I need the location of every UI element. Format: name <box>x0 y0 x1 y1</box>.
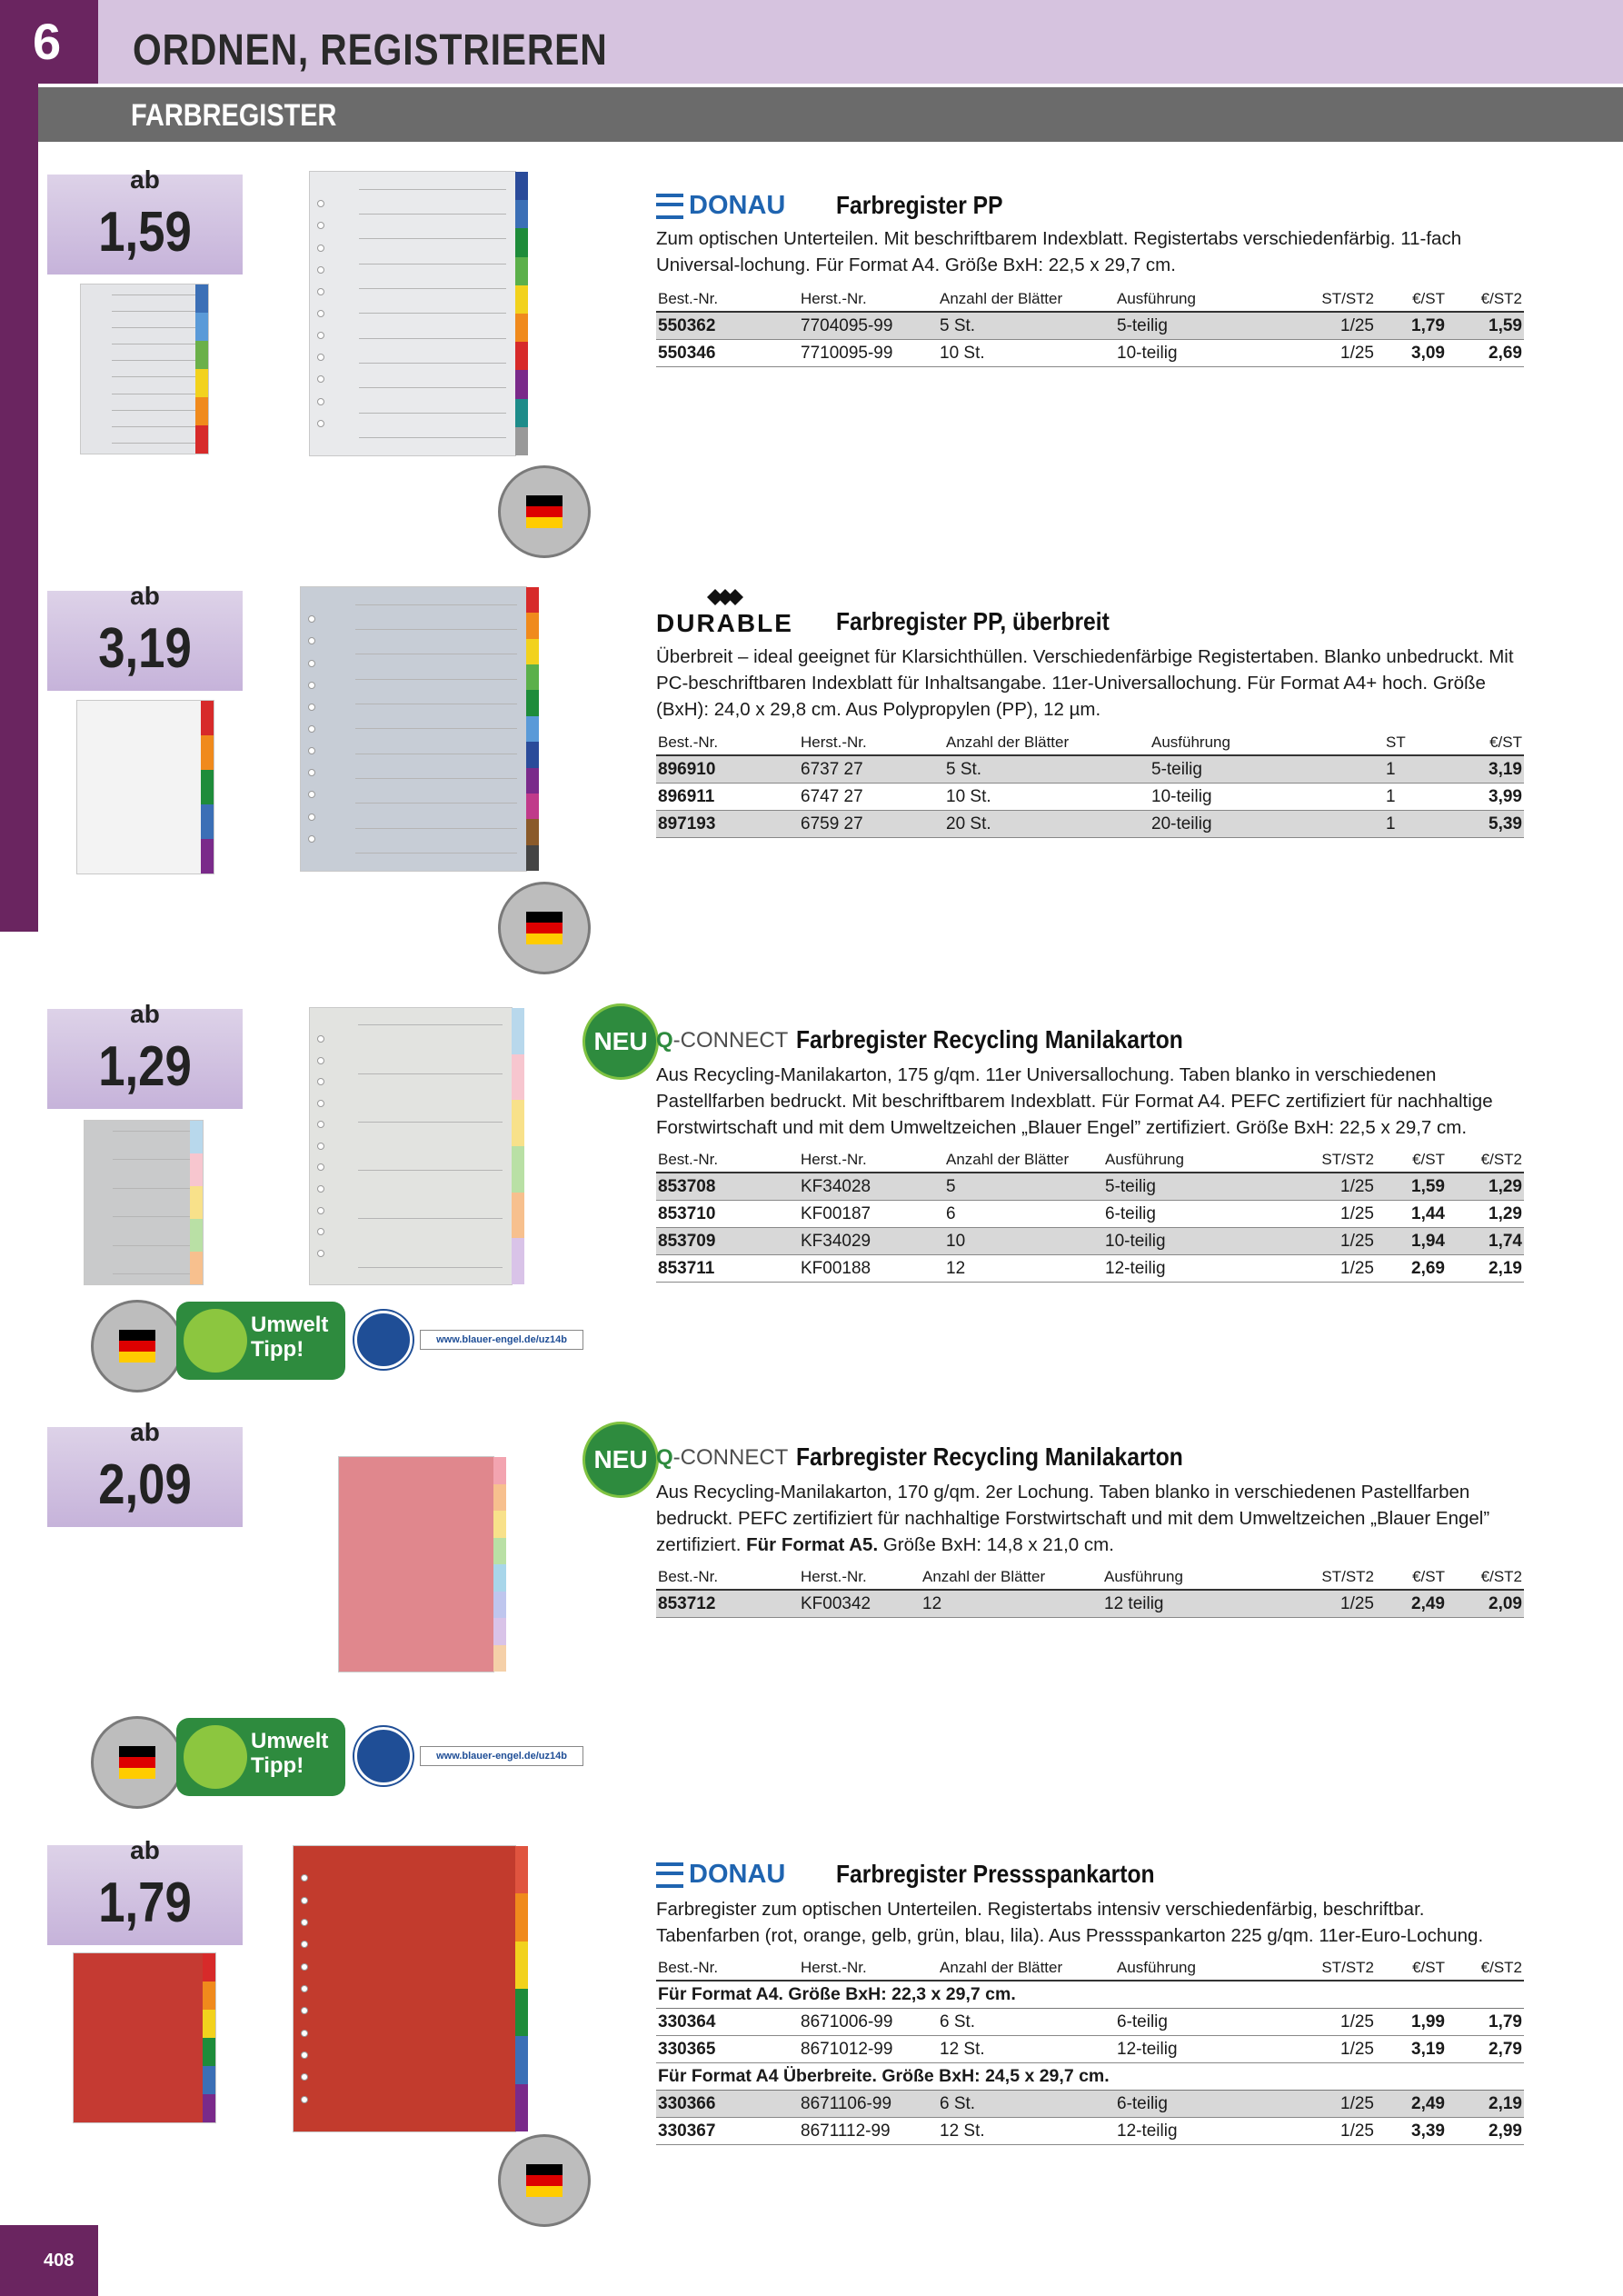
price-per-pack: 1,59 <box>1447 312 1524 340</box>
umwelt-tipp-badge: Umwelt Tipp! <box>176 1302 345 1380</box>
sheet-count: 10 <box>944 1228 1103 1255</box>
variant: 10-teilig <box>1150 784 1384 811</box>
price-per-piece: 3,19 <box>1439 755 1524 784</box>
column-header: Herst.-Nr. <box>799 287 938 312</box>
manufacturer-number: 7710095-99 <box>799 340 938 367</box>
product-description: Zum optischen Unterteilen. Mit beschriftbarem Indexblatt. Registertabs verschiedenfärbig. 11-fach Universal-lochung. Für Format A4. Größe BxH: 22,5 x 29,7 cm. <box>656 228 1462 275</box>
table-row <box>656 2009 1524 2036</box>
price-per-piece: 1,94 <box>1376 1228 1447 1255</box>
price-per-pack: 2,99 <box>1447 2118 1524 2145</box>
table-header-row <box>656 1956 1524 1981</box>
pack-unit: 1/25 <box>1294 2009 1376 2036</box>
price-per-piece: 1,99 <box>1376 2009 1447 2036</box>
table-row <box>656 1228 1524 1255</box>
variant: 12 teilig <box>1102 1590 1294 1618</box>
brand-logo-durable: DURABLE <box>656 609 793 638</box>
germany-flag-icon <box>526 912 563 944</box>
sheet-count: 10 St. <box>938 340 1115 367</box>
manufacturer-number: 7704095-99 <box>799 312 938 340</box>
sheet-count: 6 <box>944 1201 1103 1228</box>
column-header: €/ST <box>1376 1956 1447 1981</box>
column-header: Anzahl der Blätter <box>944 1148 1103 1173</box>
order-number: 853712 <box>656 1590 799 1618</box>
product-image-main <box>300 586 527 872</box>
sheet-count: 10 St. <box>944 784 1150 811</box>
product-description: Aus Recycling-Manilakarton, 175 g/qm. 11er Universallochung. Taben blanko in verschiedenen Pastellfarben bedruckt. Mit beschriftbarem Indexblatt. Für Format A4. PEFC zertifiziert für nachhaltige Forstwirtschaft und mit dem Umweltzeichen „Blauer Engel” zertifiziert. Größe BxH: 22,5 x 29,7 cm. <box>656 1064 1493 1138</box>
table-row <box>656 340 1524 367</box>
price-per-piece: 1,79 <box>1376 312 1447 340</box>
price-per-piece: 2,69 <box>1376 1255 1447 1283</box>
order-number: 550362 <box>656 312 799 340</box>
product-image-main <box>293 1845 516 2132</box>
page-number: 408 <box>0 2225 98 2296</box>
blue-angel-url: www.blauer-engel.de/uz14b <box>420 1330 583 1350</box>
order-number: 550346 <box>656 340 799 367</box>
manufacturer-number: 8671006-99 <box>799 2009 938 2036</box>
variant: 20-teilig <box>1150 811 1384 838</box>
variant: 5-teilig <box>1115 312 1294 340</box>
table-row <box>656 755 1524 784</box>
sheet-count: 20 St. <box>944 811 1150 838</box>
price-value: 1,59 <box>98 201 192 264</box>
sheet-count: 5 St. <box>938 312 1115 340</box>
table-row <box>656 1201 1524 1228</box>
variant: 5-teilig <box>1103 1173 1294 1201</box>
manufacturer-number: KF00342 <box>799 1590 921 1618</box>
column-header: Ausführung <box>1150 731 1384 755</box>
manufacturer-number: 8671106-99 <box>799 2091 938 2118</box>
order-number: 853710 <box>656 1201 799 1228</box>
column-header: Herst.-Nr. <box>799 731 944 755</box>
price-value: 1,79 <box>98 1872 192 1934</box>
price-prefix: ab <box>130 582 160 610</box>
manufacturer-number: KF34028 <box>799 1173 944 1201</box>
order-number: 330365 <box>656 2036 799 2063</box>
column-header: €/ST2 <box>1447 1148 1524 1173</box>
table-row <box>656 784 1524 811</box>
brand-logo-donau: DONAU <box>656 1860 785 1890</box>
table-row <box>656 1173 1524 1201</box>
brand-logo-q-connect: Q-CONNECT <box>656 1445 789 1470</box>
sheet-count: 12 St. <box>938 2036 1115 2063</box>
order-number: 897193 <box>656 811 799 838</box>
variant: 6-teilig <box>1115 2009 1294 2036</box>
column-header: Ausführung <box>1115 287 1294 312</box>
price-per-pack: 1,29 <box>1447 1201 1524 1228</box>
germany-flag-icon <box>119 1330 155 1363</box>
price-per-pack: 1,29 <box>1447 1173 1524 1201</box>
column-header: ST/ST2 <box>1294 1565 1376 1590</box>
column-header: Herst.-Nr. <box>799 1956 938 1981</box>
table-row <box>656 811 1524 838</box>
table-header-row <box>656 287 1524 312</box>
product-title: Farbregister Recycling Manilakarton <box>796 1442 1183 1471</box>
column-header: Anzahl der Blätter <box>921 1565 1102 1590</box>
order-number: 330367 <box>656 2118 799 2145</box>
variant: 6-teilig <box>1103 1201 1294 1228</box>
pack-unit: 1/25 <box>1294 312 1376 340</box>
column-header: ST/ST2 <box>1294 1956 1376 1981</box>
brand-logo-q-connect: Q-CONNECT <box>656 1028 789 1053</box>
column-header: Best.-Nr. <box>656 1148 799 1173</box>
column-header: Herst.-Nr. <box>799 1148 944 1173</box>
price-prefix: ab <box>130 1418 160 1446</box>
pack-unit: 1/25 <box>1294 340 1376 367</box>
group-label: Für Format A4. Größe BxH: 22,3 x 29,7 cm. <box>656 1981 1524 2009</box>
product-table <box>656 1956 1524 2145</box>
column-header: €/ST <box>1376 1148 1447 1173</box>
table-row <box>656 2036 1524 2063</box>
sheet-count: 12 <box>921 1590 1102 1618</box>
variant: 12-teilig <box>1115 2036 1294 2063</box>
sheet-count: 6 St. <box>938 2009 1115 2036</box>
group-label: Für Format A4 Überbreite. Größe BxH: 24,5 x 29,7 cm. <box>656 2063 1524 2091</box>
column-header: Best.-Nr. <box>656 731 799 755</box>
germany-flag-icon <box>526 2164 563 2197</box>
price-per-piece: 2,49 <box>1376 1590 1447 1618</box>
product-table <box>656 1565 1524 1618</box>
manufacturer-number: 8671012-99 <box>799 2036 938 2063</box>
made-in-germany-seal <box>91 1716 184 1809</box>
table-header-row <box>656 731 1524 755</box>
price-per-pack: 2,09 <box>1447 1590 1524 1618</box>
product-title: Farbregister PP <box>836 191 1003 219</box>
blue-angel-url: www.blauer-engel.de/uz14b <box>420 1746 583 1766</box>
pack-unit: 1 <box>1384 811 1439 838</box>
product-description: Überbreit – ideal geeignet für Klarsichthüllen. Verschiedenfärbige Registertaben. Blanko unbedruckt. Mit PC-beschriftbaren Indexblatt für Inhaltsangabe. 11er-Universallochung. Für Format A4+ hoch. Größe (BxH): 24,0 x 29,8 cm. Aus Polypropylen (PP), 12 µm. <box>656 646 1514 720</box>
table-row <box>656 1590 1524 1618</box>
price-prefix: ab <box>130 1836 160 1864</box>
made-in-germany-seal <box>91 1300 184 1393</box>
product-table <box>656 731 1524 838</box>
product-title: Farbregister Recycling Manilakarton <box>796 1025 1183 1053</box>
column-header: Best.-Nr. <box>656 1956 799 1981</box>
variant: 10-teilig <box>1103 1228 1294 1255</box>
pack-unit: 1/25 <box>1294 1590 1376 1618</box>
price-prefix: ab <box>130 165 160 194</box>
product-title: Farbregister Pressspankarton <box>836 1860 1155 1888</box>
order-number: 853709 <box>656 1228 799 1255</box>
table-group-row <box>656 1981 1524 2009</box>
sheet-count: 12 <box>944 1255 1103 1283</box>
pack-unit: 1/25 <box>1294 1228 1376 1255</box>
product-image-small <box>80 284 209 454</box>
variant: 5-teilig <box>1150 755 1384 784</box>
order-number: 853711 <box>656 1255 799 1283</box>
column-header: €/ST <box>1439 731 1524 755</box>
chapter-band <box>98 0 1623 84</box>
price-per-piece: 3,99 <box>1439 784 1524 811</box>
germany-flag-icon <box>526 495 563 528</box>
variant: 10-teilig <box>1115 340 1294 367</box>
column-header: €/ST2 <box>1447 1565 1524 1590</box>
product-description: Farbregister zum optischen Unterteilen. Registertabs intensiv verschiedenfärbig, beschriftbar. Tabenfarben (rot, orange, gelb, grün, blau, lila). Aus Pressspankarton 225 g/qm. 11er-Euro-Lochung. <box>656 1899 1484 1946</box>
order-number: 853708 <box>656 1173 799 1201</box>
product-image-small <box>84 1120 204 1285</box>
table-group-row <box>656 2063 1524 2091</box>
germany-flag-icon <box>119 1746 155 1779</box>
manufacturer-number: KF34029 <box>799 1228 944 1255</box>
order-number: 330364 <box>656 2009 799 2036</box>
price-per-pack: 1,79 <box>1447 2009 1524 2036</box>
price-badge <box>47 582 243 691</box>
pack-unit: 1/25 <box>1294 2118 1376 2145</box>
price-value: 2,09 <box>98 1453 192 1516</box>
price-per-pack: 2,19 <box>1447 1255 1524 1283</box>
price-badge <box>47 165 243 275</box>
column-header: Best.-Nr. <box>656 1565 799 1590</box>
made-in-germany-seal <box>498 465 591 558</box>
pack-unit: 1/25 <box>1294 2091 1376 2118</box>
sheet-count: 5 <box>944 1173 1103 1201</box>
pack-unit: 1/25 <box>1294 1201 1376 1228</box>
column-header: Ausführung <box>1103 1148 1294 1173</box>
table-row <box>656 1255 1524 1283</box>
price-per-piece: 1,59 <box>1376 1173 1447 1201</box>
price-per-pack: 2,19 <box>1447 2091 1524 2118</box>
pack-unit: 1/25 <box>1294 1173 1376 1201</box>
pack-unit: 1/25 <box>1294 2036 1376 2063</box>
price-per-piece: 5,39 <box>1439 811 1524 838</box>
price-value: 3,19 <box>98 617 192 680</box>
price-per-piece: 3,19 <box>1376 2036 1447 2063</box>
column-header: Ausführung <box>1102 1565 1294 1590</box>
table-row <box>656 2091 1524 2118</box>
price-per-pack: 2,69 <box>1447 340 1524 367</box>
chapter-title: ORDNEN, REGISTRIEREN <box>133 26 608 75</box>
column-header: €/ST2 <box>1447 1956 1524 1981</box>
product-table <box>656 1148 1524 1283</box>
price-badge <box>47 1418 243 1527</box>
table-header-row <box>656 1148 1524 1173</box>
section-title: FARBREGISTER <box>131 98 337 133</box>
chapter-sidebar-bar <box>0 0 38 932</box>
column-header: €/ST <box>1376 1565 1447 1590</box>
section-band <box>38 87 1623 142</box>
umwelt-tipp-badge: Umwelt Tipp! <box>176 1718 345 1796</box>
price-prefix: ab <box>130 1000 160 1028</box>
column-header: €/ST2 <box>1447 287 1524 312</box>
pack-unit: 1 <box>1384 755 1439 784</box>
order-number: 896910 <box>656 755 799 784</box>
product-image-main <box>309 1007 513 1285</box>
price-per-piece: 2,49 <box>1376 2091 1447 2118</box>
sheet-count: 5 St. <box>944 755 1150 784</box>
price-badge <box>47 1836 243 1945</box>
product-title: Farbregister PP, überbreit <box>836 607 1110 635</box>
column-header: €/ST <box>1376 287 1447 312</box>
table-row <box>656 312 1524 340</box>
product-image-main <box>309 171 516 456</box>
manufacturer-number: 8671112-99 <box>799 2118 938 2145</box>
new-badge: NEU <box>582 1003 659 1080</box>
durable-mark-icon <box>707 589 743 605</box>
manufacturer-number: 6747 27 <box>799 784 944 811</box>
product-table <box>656 287 1524 367</box>
column-header: Anzahl der Blätter <box>944 731 1150 755</box>
sheet-count: 12 St. <box>938 2118 1115 2145</box>
check-icon <box>184 1309 247 1373</box>
made-in-germany-seal <box>498 882 591 974</box>
product-description: Aus Recycling-Manilakarton, 170 g/qm. 2er Lochung. Taben blanko in verschiedenen Pastellfarben bedruckt. PEFC zertifiziert für nachhaltige Forstwirtschaft und mit dem Umweltzeichen „Blauer Engel” zertifiziert. Für Format A5. Größe BxH: 14,8 x 21,0 cm. <box>656 1482 1490 1555</box>
column-header: Anzahl der Blätter <box>938 1956 1115 1981</box>
check-icon <box>184 1725 247 1789</box>
manufacturer-number: KF00187 <box>799 1201 944 1228</box>
table-header-row <box>656 1565 1524 1590</box>
price-per-piece: 1,44 <box>1376 1201 1447 1228</box>
column-header: ST/ST2 <box>1294 287 1376 312</box>
manufacturer-number: 6737 27 <box>799 755 944 784</box>
column-header: Anzahl der Blätter <box>938 287 1115 312</box>
price-per-piece: 3,09 <box>1376 340 1447 367</box>
variant: 6-teilig <box>1115 2091 1294 2118</box>
made-in-germany-seal <box>498 2134 591 2227</box>
price-per-pack: 1,74 <box>1447 1228 1524 1255</box>
blue-angel-icon <box>354 1727 413 1785</box>
price-per-piece: 3,39 <box>1376 2118 1447 2145</box>
pack-unit: 1 <box>1384 784 1439 811</box>
column-header: ST <box>1384 731 1439 755</box>
price-badge <box>47 1000 243 1109</box>
column-header: Best.-Nr. <box>656 287 799 312</box>
new-badge: NEU <box>582 1422 659 1498</box>
manufacturer-number: 6759 27 <box>799 811 944 838</box>
pack-unit: 1/25 <box>1294 1255 1376 1283</box>
product-image-small <box>73 1952 216 2123</box>
product-image-main <box>338 1456 494 1672</box>
price-value: 1,29 <box>98 1035 192 1098</box>
column-header: ST/ST2 <box>1294 1148 1376 1173</box>
variant: 12-teilig <box>1103 1255 1294 1283</box>
column-header: Herst.-Nr. <box>799 1565 921 1590</box>
sheet-count: 6 St. <box>938 2091 1115 2118</box>
order-number: 896911 <box>656 784 799 811</box>
column-header: Ausführung <box>1115 1956 1294 1981</box>
chapter-number: 6 <box>0 0 98 84</box>
manufacturer-number: KF00188 <box>799 1255 944 1283</box>
price-per-pack: 2,79 <box>1447 2036 1524 2063</box>
blue-angel-icon <box>354 1311 413 1369</box>
variant: 12-teilig <box>1115 2118 1294 2145</box>
table-row <box>656 2118 1524 2145</box>
product-image-small <box>76 700 214 874</box>
brand-logo-donau: DONAU <box>656 191 785 221</box>
order-number: 330366 <box>656 2091 799 2118</box>
